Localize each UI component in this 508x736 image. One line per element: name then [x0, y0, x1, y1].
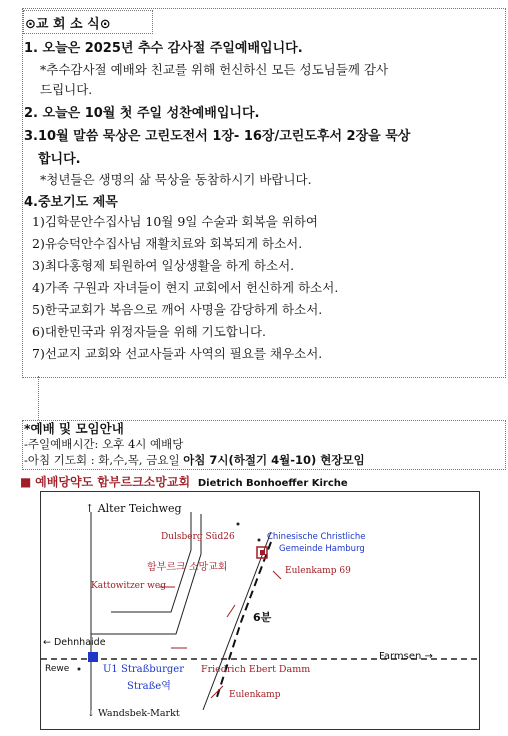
- label-chinese-church-2: Gemeinde Hamburg: [279, 544, 365, 554]
- prayer-item: 2)유승덕안수집사님 재활치료와 회복되게 하소서.: [32, 236, 303, 251]
- morning-prayer: [24, 452, 365, 468]
- morning-prayer-time: 아침 7시(하절기 4월-10) 현장모임: [183, 453, 365, 467]
- label-farmsen: Farmsen →: [379, 651, 433, 662]
- map-heading: [20, 473, 348, 490]
- label-eulenkamp: Eulenkamp: [229, 690, 281, 700]
- dot: [258, 539, 261, 542]
- label-eulenkamp69: Eulenkamp 69: [285, 566, 351, 576]
- label-minutes: 6분: [253, 611, 272, 624]
- prayer-item: 5)한국교회가 복음으로 깨어 사명을 감당하게 하소서.: [32, 302, 323, 317]
- prayer-item: 6)대한민국과 위정자들을 위해 기도합니다.: [32, 324, 266, 339]
- label-chinese-church-1: Chinesische Christliche: [267, 532, 366, 542]
- label-u1b: Straße역: [127, 681, 171, 692]
- label-u1: U1 Straßburger: [103, 664, 184, 675]
- label-dulsberg: Dulsberg Süd26: [161, 532, 235, 542]
- notice-2: 2. 오늘은 10월 첫 주일 성찬예배입니다.: [24, 106, 260, 121]
- label-wandsbek: ↓ Wandsbek-Markt: [87, 708, 180, 719]
- notice-3-line2: 합니다.: [38, 152, 81, 167]
- church-marker-inner: [260, 550, 265, 555]
- label-dehnhaide: ← Dehnhaide: [43, 637, 106, 648]
- arrow-5: [273, 571, 281, 579]
- worship-time: -주일예배시간: 오후 4시 예배당: [24, 437, 184, 451]
- morning-prayer-days: -아침 기도회 : 화,수,목, 금요일: [24, 453, 184, 467]
- notice-3-line1: 3.10월 말씀 묵상은 고린도전서 1장- 16장/고린도후서 2장을 묵상: [24, 129, 411, 144]
- notice-1: 1. 오늘은 2025년 추수 감사절 주일예배입니다.: [24, 41, 303, 56]
- notice-1-sub-line2: 드립니다.: [40, 82, 93, 97]
- dotted-divider: [38, 376, 39, 420]
- rewe-dot: [78, 668, 81, 671]
- map-frame: [40, 491, 480, 730]
- ubahn-marker: [88, 652, 98, 662]
- notice-1-sub-line1: *추수감사절 예배와 친교를 위해 헌신하신 모든 성도님들께 감사: [40, 62, 389, 77]
- notice-4-title: 4.중보기도 제목: [24, 195, 118, 210]
- map-marker-icon: ■: [20, 475, 32, 489]
- worship-title: *예배 및 모임안내: [24, 421, 124, 436]
- notice-3-sub: *청년들은 생명의 삶 묵상을 동참하시기 바랍니다.: [40, 172, 312, 187]
- prayer-item: 1)김학문안수집사님 10월 9일 수술과 회복을 위하여: [32, 214, 318, 229]
- prayer-item: 7)선교지 교회와 선교사들과 사역의 필요를 채우소서.: [32, 346, 323, 361]
- label-rewe: Rewe: [45, 664, 70, 674]
- prayer-item: 3)최다홍형제 퇴원하여 일상생활을 하게 하소서.: [32, 258, 295, 273]
- label-alter-teichweg: ↑ Alter Teichweg: [85, 502, 182, 515]
- dot: [237, 523, 240, 526]
- notices-header: ⊙교 회 소 식⊙: [25, 17, 111, 32]
- map-heading-de: Dietrich Bonhoeffer Kirche: [197, 478, 348, 489]
- prayer-item: 4)가족 구원과 자녀들이 현지 교회에서 헌신하게 하소서.: [32, 280, 339, 295]
- map-heading-ko: 예배당약도 함부르크소망교회: [35, 475, 191, 489]
- label-church-ko: 함부르크 소망교회: [147, 562, 228, 573]
- label-kattowitzer: Kattowitzer weg: [91, 581, 166, 591]
- label-friedrich-ebert: Friedrich Ebert Damm: [201, 664, 311, 675]
- arrow-3: [227, 605, 235, 617]
